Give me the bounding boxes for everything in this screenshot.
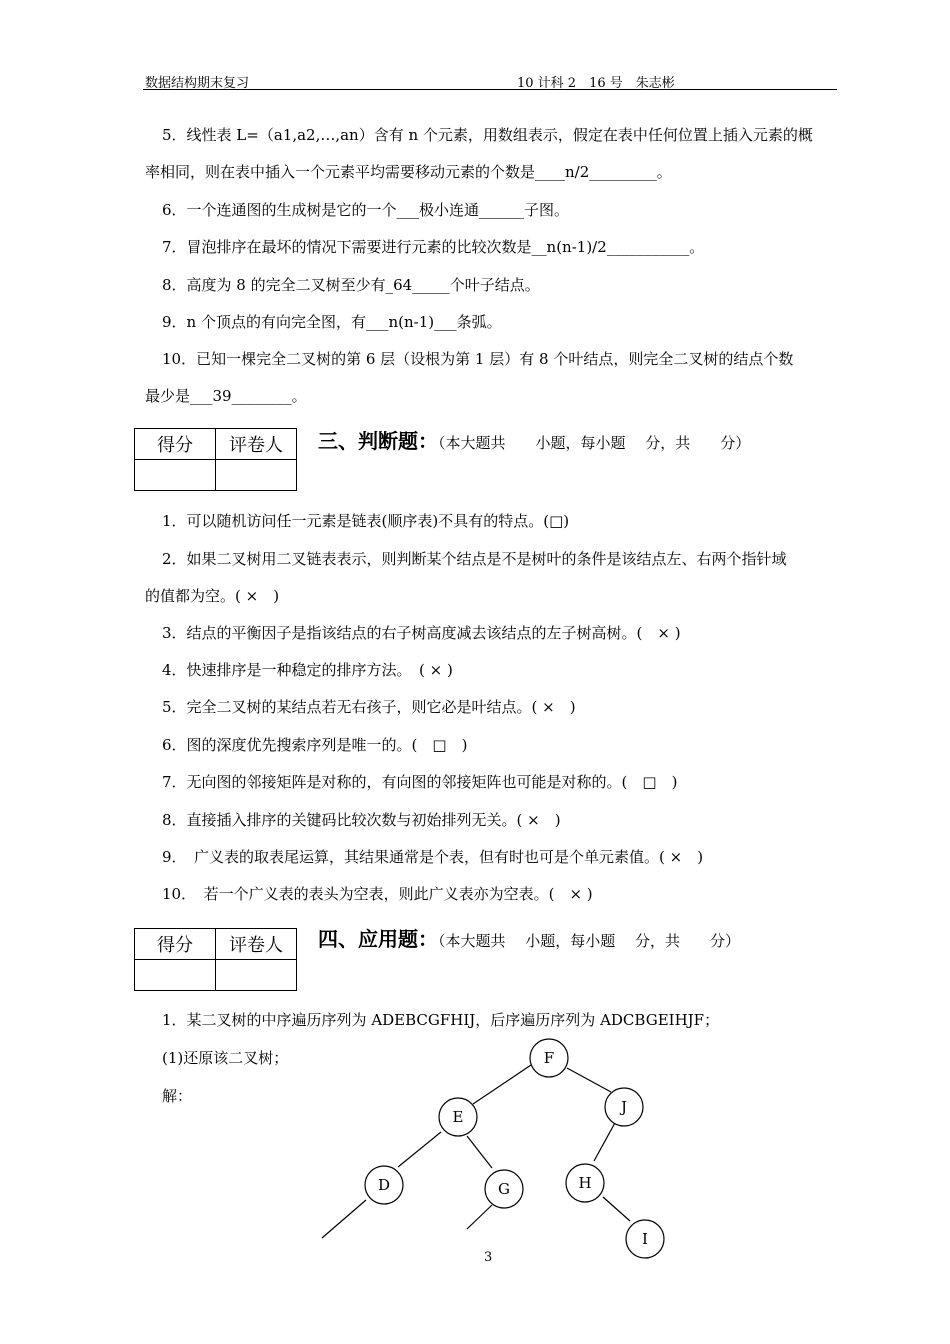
judge-q6: 6．图的深度优先搜索序列是唯一的。( □ ) bbox=[162, 736, 468, 754]
tree-label-i: I bbox=[642, 1230, 648, 1248]
tree-label-f: F bbox=[543, 1049, 555, 1067]
score-label: 得分 bbox=[135, 929, 216, 960]
judge-q2-line1: 2．如果二叉树用二叉链表表示，则判断某个结点是不是树叶的条件是该结点左、右两个指针域 bbox=[162, 550, 787, 568]
judge-q2-line2: 的值都为空。( × ) bbox=[145, 587, 280, 605]
score-label: 得分 bbox=[135, 429, 216, 460]
judge-q10: 10． 若一个广义表的表头为空表，则此广义表亦为空表。( × ) bbox=[162, 885, 593, 903]
tree-label-d: D bbox=[377, 1176, 391, 1194]
app-answer-label: 解： bbox=[162, 1087, 193, 1105]
edge-h-i bbox=[603, 1197, 630, 1221]
header-right: 10 计科 2 16 号 朱志彬 bbox=[517, 76, 675, 91]
edge-f-e bbox=[473, 1065, 531, 1104]
fill-q10-line1: 10．已知一棵完全二叉树的第 6 层（设根为第 1 层）有 8 个叶结点，则完全二叉树的结点个数 bbox=[162, 350, 794, 368]
app-q1: 1．某二叉树的中序遍历序列为 ADEBCGFHIJ，后序遍历序列为 ADCBGEIHJF； bbox=[162, 1011, 720, 1029]
judge-q1: 1．可以随机访问任一元素是链表(顺序表)不具有的特点。(□) bbox=[162, 512, 570, 530]
edge-d-left bbox=[322, 1200, 366, 1238]
judge-q3: 3．结点的平衡因子是指该结点的右子树高度减去该结点的左子树高树。( × ) bbox=[162, 624, 681, 642]
app-q1-sub1: (1)还原该二叉树； bbox=[162, 1049, 289, 1067]
fill-q5-line1: 5．线性表 L=（a1,a2,…,an）含有 n 个元素，用数组表示，假定在表中任何位置上插入元素的概 bbox=[162, 126, 813, 144]
header-left: 数据结构期末复习 bbox=[145, 76, 250, 91]
judge-q4: 4．快速排序是一种稳定的排序方法。 ( × ) bbox=[162, 661, 453, 679]
grader-label: 评卷人 bbox=[216, 929, 297, 960]
fill-q9: 9．n 个顶点的有向完全图，有___n(n-1)___条弧。 bbox=[162, 313, 502, 331]
fill-q8: 8．高度为 8 的完全二叉树至少有_64_____个叶子结点。 bbox=[162, 276, 540, 294]
fill-q6: 6．一个连通图的生成树是它的一个___极小连通______子图。 bbox=[162, 201, 570, 219]
judge-q5: 5．完全二叉树的某结点若无右孩子，则它必是叶结点。( × ) bbox=[162, 698, 576, 716]
section4-title: 四、应用题： bbox=[318, 927, 438, 951]
section3-title: 三、判断题： bbox=[318, 429, 438, 453]
section3-note: （本大题共 小题，每小题 分，共 分） bbox=[438, 434, 751, 452]
grader-label: 评卷人 bbox=[216, 429, 297, 460]
edge-g-left bbox=[467, 1205, 492, 1229]
edge-j-h bbox=[594, 1121, 616, 1161]
tree-label-g: G bbox=[498, 1180, 510, 1198]
edge-f-j bbox=[567, 1068, 611, 1092]
judge-q8: 8．直接插入排序的关键码比较次数与初始排列无关。( × ) bbox=[162, 811, 561, 829]
tree-label-e: E bbox=[452, 1108, 464, 1126]
edge-e-g bbox=[467, 1136, 492, 1168]
fill-q7: 7．冒泡排序在最坏的情况下需要进行元素的比较次数是__n(n-1)/2___________。 bbox=[162, 238, 705, 256]
fill-q5-line2: 率相同，则在表中插入一个元素平均需要移动元素的个数是____n/2_________。 bbox=[145, 163, 672, 181]
page-number: 3 bbox=[484, 1250, 493, 1265]
judge-q9: 9． 广义表的取表尾运算，其结果通常是个表，但有时也可是个单元素值。( × ) bbox=[162, 848, 704, 866]
section4-note: （本大题共 小题，每小题 分，共 分） bbox=[438, 932, 741, 950]
judge-q7: 7．无向图的邻接矩阵是对称的，有向图的邻接矩阵也可能是对称的。( □ ) bbox=[162, 773, 678, 791]
tree-label-j: J bbox=[620, 1098, 628, 1116]
edge-e-d bbox=[398, 1132, 441, 1167]
fill-q10-line2: 最少是___39________。 bbox=[145, 387, 307, 405]
tree-label-h: H bbox=[578, 1174, 592, 1192]
